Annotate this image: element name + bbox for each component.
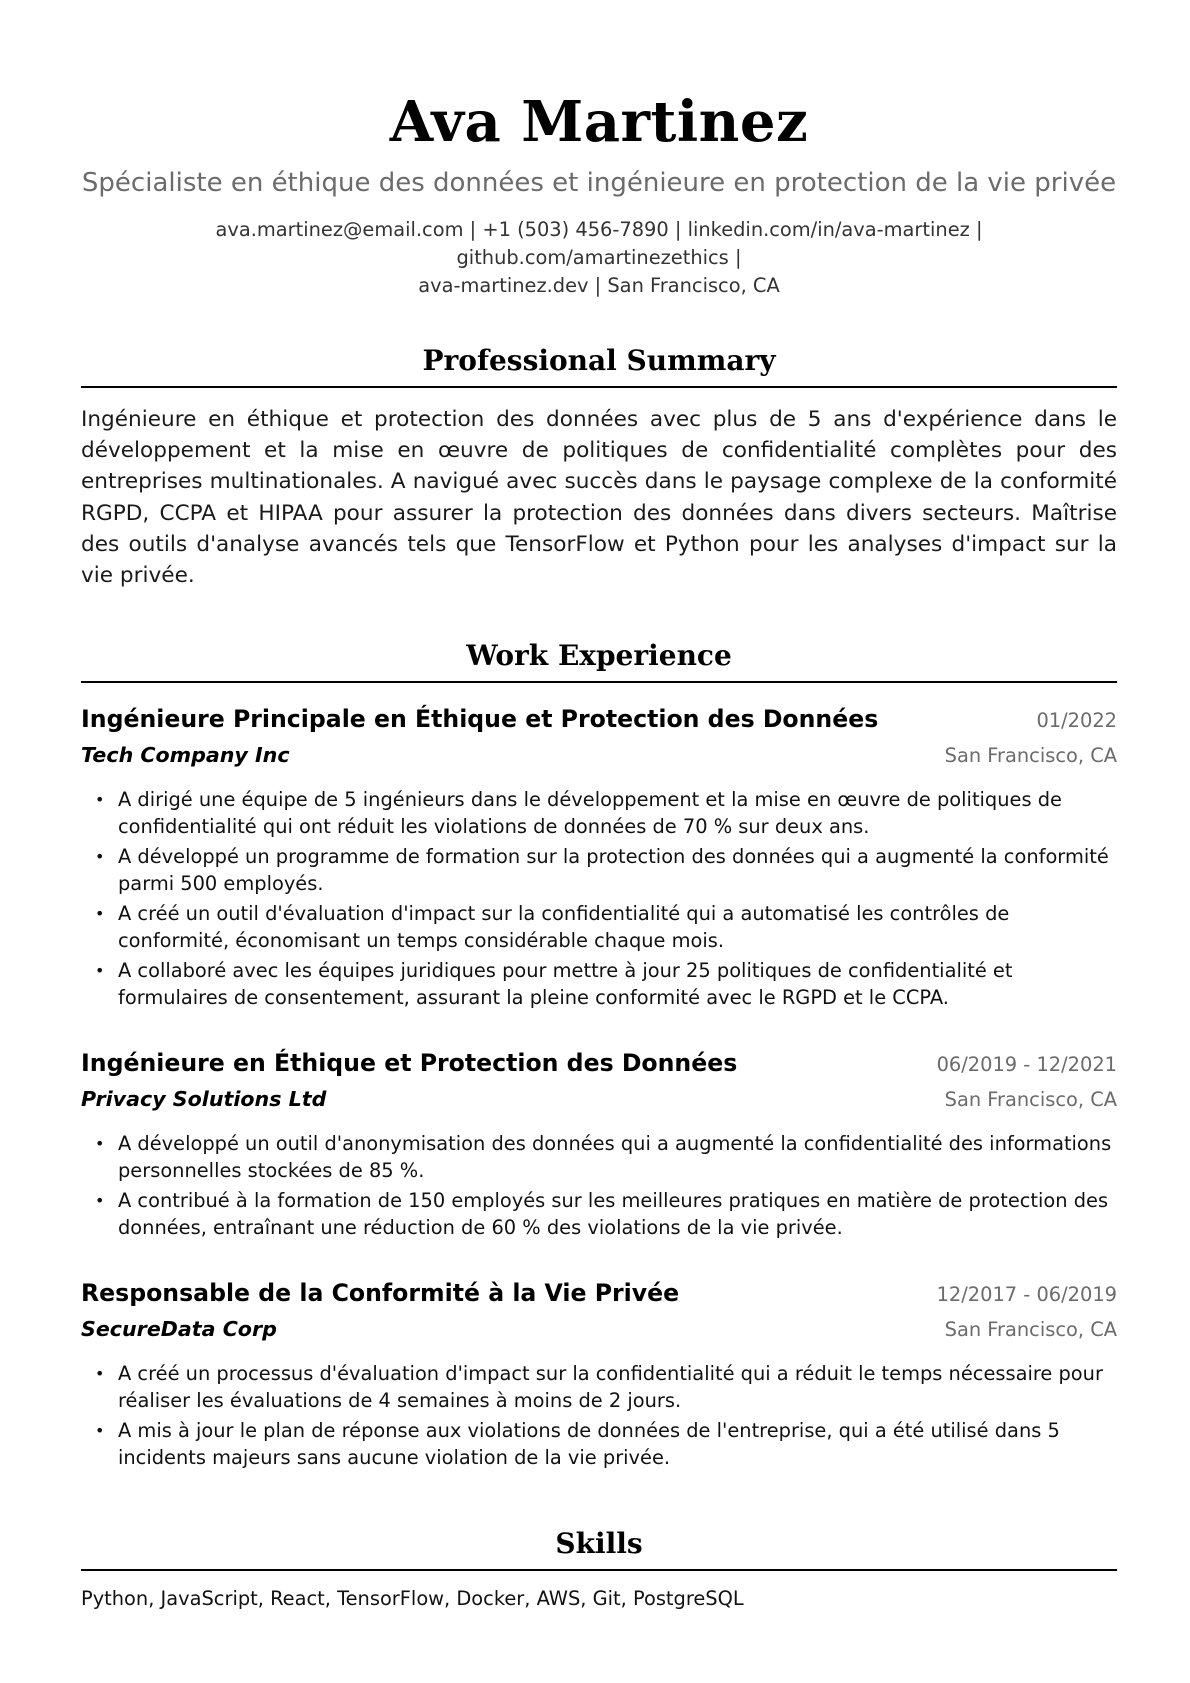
company-name: Privacy Solutions Ltd [81, 1087, 327, 1112]
job-date: 12/2017 - 06/2019 [936, 1283, 1117, 1307]
candidate-title: Spécialiste en éthique des données et ingénieure en protection de la vie privée [81, 168, 1117, 198]
job-location: San Francisco, CA [944, 1318, 1117, 1342]
section-divider [81, 386, 1117, 388]
summary-text: Ingénieure en éthique et protection des données avec plus de 5 ans d'expérience dans le développement et la mise en œuvre de politiques de confidentialité complètes pour des entreprises multinationales. A navigué avec succès dans le paysage complexe de la conformité RGPD, CCPA et HIPAA pour assurer la protection des données dans divers secteurs. Maîtrise des outils d'analyse avancés tels que TensorFlow et Python pour les analyses d'impact sur la vie privée. [81, 407, 1117, 589]
job-date: 06/2019 - 12/2021 [936, 1053, 1117, 1077]
bullet-icon: • [95, 961, 105, 981]
achievement-list [81, 786, 1117, 1011]
section-heading: Professional Summary [422, 344, 776, 377]
list-item [81, 900, 1117, 954]
professional-summary-section [81, 342, 1117, 591]
achievement-list [81, 1130, 1117, 1241]
list-item [81, 1187, 1117, 1241]
achievement-text: A créé un processus d'évaluation d'impact sur la confidentialité qui a réduit le temps nécessaire pour réaliser les évaluations de 4 semaines à moins de 2 jours. [118, 1362, 1103, 1413]
job-title: Responsable de la Conformité à la Vie Privée [81, 1279, 680, 1308]
job-date: 01/2022 [1036, 709, 1117, 733]
achievement-text: A développé un programme de formation sur la protection des données qui a augmenté la conformité parmi 500 employés. [118, 845, 1109, 896]
skills-section [81, 1525, 1117, 1613]
achievement-text: A dirigé une équipe de 5 ingénieurs dans le développement et la mise en œuvre de politiques de confidentialité qui ont réduit les violations de données de 70 % sur deux ans. [118, 788, 1062, 839]
work-experience-section [81, 637, 1117, 1471]
list-item [81, 1130, 1117, 1184]
company-name: SecureData Corp [81, 1317, 277, 1342]
achievement-text: A créé un outil d'évaluation d'impact sur la confidentialité qui a automatisé les contrôles de conformité, économisant un temps considérable chaque mois. [118, 902, 1010, 953]
list-item [81, 786, 1117, 840]
bullet-icon: • [95, 1364, 105, 1384]
bullet-icon: • [95, 1191, 105, 1211]
section-divider [81, 681, 1117, 683]
job-entry [81, 1277, 1117, 1471]
achievement-text: A collaboré avec les équipes juridiques pour mettre à jour 25 politiques de confidentialité et formulaires de consentement, assurant la pleine conformité avec le RGPD et le CCPA. [118, 959, 1013, 1010]
list-item [81, 843, 1117, 897]
list-item [81, 957, 1117, 1011]
section-heading: Work Experience [466, 639, 732, 673]
contact-line: ava.martinez@email.com | +1 (503) 456-7890 | linkedin.com/in/ava-martinez | github.com/amartinezethics | [215, 218, 983, 269]
candidate-name: Ava Martinez [389, 89, 809, 155]
bullet-icon: • [95, 847, 105, 867]
job-location: San Francisco, CA [944, 1088, 1117, 1112]
contact-line: ava-martinez.dev | San Francisco, CA [418, 274, 780, 297]
achievement-text: A mis à jour le plan de réponse aux violations de données de l'entreprise, qui a été utilisé dans 5 incidents majeurs sans aucune violation de la vie privée. [118, 1419, 1060, 1470]
company-name: Tech Company Inc [81, 743, 290, 768]
achievement-text: A contribué à la formation de 150 employés sur les meilleures pratiques en matière de protection des données, entraînant une réduction de 60 % des violations de la vie privée. [118, 1189, 1109, 1240]
bullet-icon: • [95, 1134, 105, 1154]
achievement-text: A développé un outil d'anonymisation des données qui a augmenté la confidentialité des informations personnelles stockées de 85 %. [118, 1132, 1112, 1183]
resume-page [81, 0, 1117, 1613]
achievement-list [81, 1360, 1117, 1471]
section-divider [81, 1569, 1117, 1571]
job-entry [81, 1047, 1117, 1241]
job-entry [81, 703, 1117, 1011]
job-title: Ingénieure Principale en Éthique et Protection des Données [81, 705, 879, 734]
list-item [81, 1417, 1117, 1471]
bullet-icon: • [95, 790, 105, 810]
job-location: San Francisco, CA [944, 744, 1117, 768]
contact-info [81, 216, 1117, 300]
section-heading: Skills [555, 1527, 643, 1561]
job-title: Ingénieure en Éthique et Protection des Données [81, 1049, 738, 1078]
skills-list: Python, JavaScript, React, TensorFlow, Docker, AWS, Git, PostgreSQL [81, 1587, 744, 1611]
bullet-icon: • [95, 904, 105, 924]
bullet-icon: • [95, 1421, 105, 1441]
list-item [81, 1360, 1117, 1414]
